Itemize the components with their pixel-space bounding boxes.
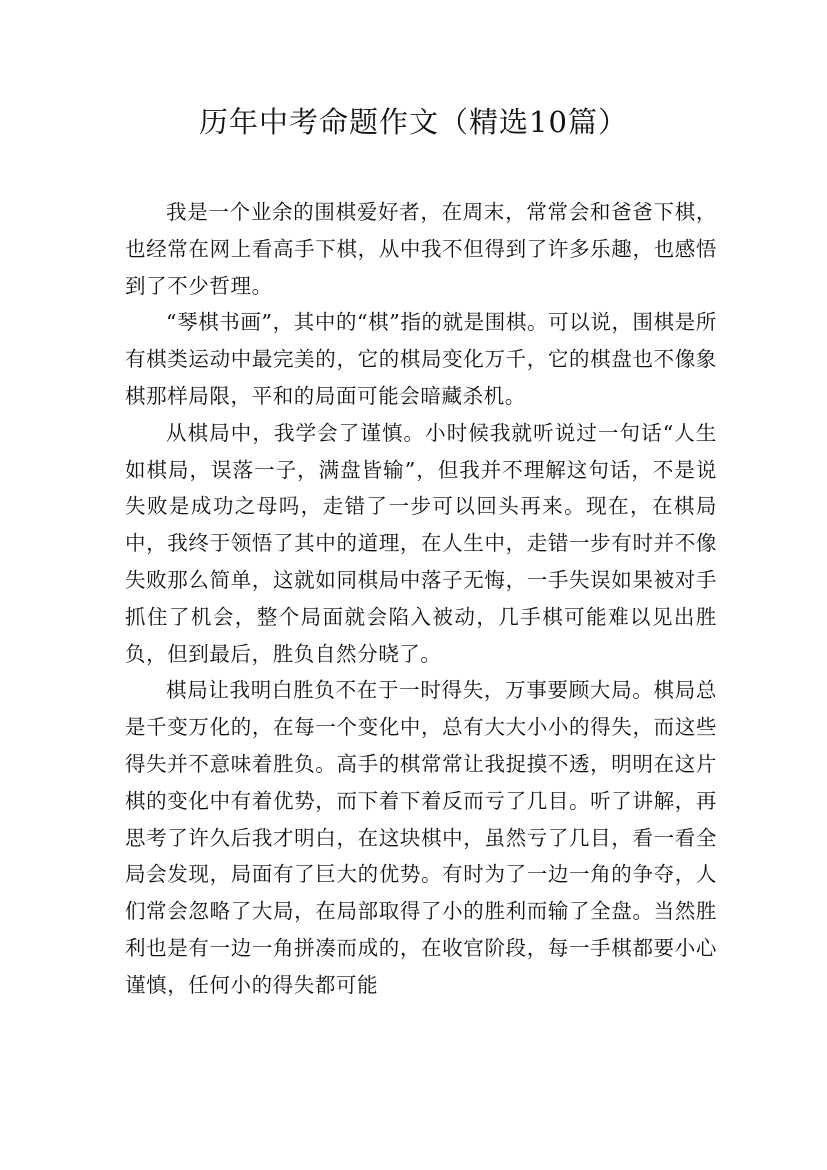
paragraph-1: 我是一个业余的围棋爱好者，在周末，常常会和爸爸下棋，也经常在网上看高手下棋，从中我不但得到了许多乐趣，也感悟到了不少哲理。 <box>125 200 717 298</box>
paragraph-4: 棋局让我明白胜负不在于一时得失，万事要顾大局。棋局总是千变万化的，在每一个变化中，总有大大小小的得失，而这些得失并不意味着胜负。高手的棋常常让我捉摸不透，明明在这片棋的变化中有着优势，而下着下着反而亏了几目。听了讲解，再思考了许久后我才明白，在这块棋中，虽然亏了几目，看一看全局会发现，局面有了巨大的优势。有时为了一边一角的争夺，人们常会忽略了大局，在局部取得了小的胜利而输了全盘。当然胜利也是有一边一角拼凑而成的，在收官阶段，每一手棋都要小心谨慎，任何小的得失都可能 <box>125 678 717 997</box>
paragraph-2: “琴棋书画”，其中的“棋”指的就是围棋。可以说，围棋是所有棋类运动中最完美的，它的棋局变化万千，它的棋盘也不像象棋那样局限，平和的局面可能会暗藏杀机。 <box>125 310 717 408</box>
document-body <box>125 194 717 1004</box>
paragraph-3: 从棋局中，我学会了谨慎。小时候我就听说过一句话“人生如棋局，误落一子，满盘皆输”，但我并不理解这句话，不是说失败是成功之母吗，走错了一步可以回头再来。现在，在棋局中，我终于领悟了其中的道理，在人生中，走错一步有时并不像失败那么简单，这就如同棋局中落子无悔，一手失误如果被对手抓住了机会，整个局面就会陷入被动，几手棋可能难以见出胜负，但到最后，胜负自然分晓了。 <box>125 420 717 666</box>
document-title: 历年中考命题作文（精选10篇） <box>199 105 628 139</box>
